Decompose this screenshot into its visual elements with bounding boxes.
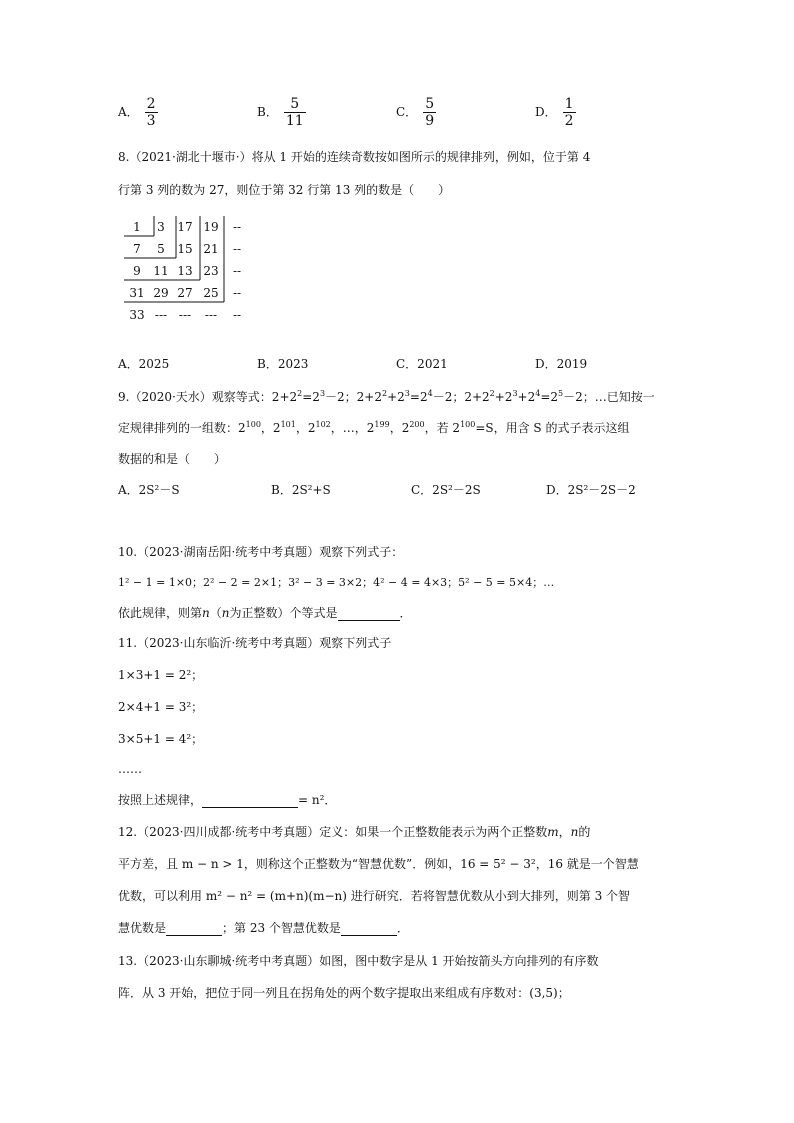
q7-option-a: A． $\frac{2}{3}$ [118, 96, 156, 129]
grid-cell: 17 [177, 220, 193, 234]
q10-text-line1: 10.（2023·湖南岳阳·统考中考真题）观察下列式子： [118, 545, 404, 559]
q7-option-d: D． $\frac{1}{2}$ [535, 96, 574, 129]
q11-text-line1: 11.（2023·山东临沂·统考中考真题）观察下列式子 [118, 636, 392, 650]
q9-option-d: D．2S²－2S－2 [546, 483, 636, 497]
q8-option-b: B．2023 [257, 357, 309, 371]
q12-answer-blank-1[interactable] [166, 923, 222, 936]
q13-text-line2: 阵．从 3 开始，把位于同一列且在拐角处的两个数字提取出来组成有序数对：(3,5)； [118, 986, 570, 1000]
q11-eq1: 1×3+1 = 2²； [118, 668, 204, 682]
q12-answer-blank-2[interactable] [341, 923, 397, 936]
grid-cell: -- [232, 242, 242, 256]
grid-cell: 33 [129, 308, 145, 322]
q9-option-a: A．2S²－S [118, 483, 180, 497]
grid-cell: 3 [157, 220, 165, 234]
q8-option-c: C．2021 [396, 357, 448, 371]
grid-cell: 1 [133, 220, 141, 234]
grid-cell: 21 [203, 242, 219, 256]
q12-text-line4: 慧优数是 ；第 23 个智慧优数是 ． [118, 921, 409, 935]
grid-cell: -- [232, 220, 242, 234]
q11-answer-blank[interactable] [202, 795, 298, 808]
grid-cell: 27 [177, 286, 193, 300]
q9-text-line3: 数据的和是（ ） [118, 452, 227, 466]
q11-dots: …… [118, 762, 142, 776]
q9-option-c: C．2S²－2S [411, 483, 481, 497]
grid-cell: 31 [129, 286, 145, 300]
q11-eq2: 2×4+1 = 3²； [118, 700, 204, 714]
q11-eq3: 3×5+1 = 4²； [118, 732, 204, 746]
q12-text-line3: 优数，可以利用 m² − n² = (m+n)(m−n) 进行研究．若将智慧优数从小到大排列，则第 3 个智 [118, 889, 631, 903]
q8-text-line1: 8.（2021·湖北十堰市·）将从 1 开始的连续奇数按如图所示的规律排列，例如，位于第 4 [118, 150, 591, 164]
grid-cell: 25 [203, 286, 219, 300]
grid-cell: -- [232, 308, 242, 322]
q8-option-a: A．2025 [118, 357, 170, 371]
q12-text-line2: 平方差，且 m − n > 1，则称这个正整数为“智慧优数”．例如，16 = 5² − 3²，16 就是一个智慧 [118, 857, 639, 871]
grid-cell: --- [154, 308, 168, 322]
grid-cell: -- [232, 286, 242, 300]
q8-number-grid [118, 214, 258, 324]
q13-text-line1: 13.（2023·山东聊城·统考中考真题）如图，图中数字是从 1 开始按箭头方向排列的有序数 [118, 954, 599, 968]
q10-answer-blank[interactable] [338, 608, 400, 621]
q8-option-d: D．2019 [535, 357, 588, 371]
grid-cell: 5 [157, 242, 165, 256]
grid-cell: 11 [153, 264, 169, 278]
grid-cell: -- [232, 264, 242, 278]
q12-text-line1: 12.（2023·四川成都·统考中考真题）定义：如果一个正整数能表示为两个正整数m，n的 [118, 825, 591, 839]
grid-cell: --- [178, 308, 192, 322]
grid-cell: 13 [177, 264, 193, 278]
grid-cell: 7 [133, 242, 141, 256]
q9-option-b: B．2S²+S [271, 483, 331, 497]
grid-cell: 15 [177, 242, 193, 256]
grid-cell: --- [204, 308, 218, 322]
q9-text-line2: 定规律排列的一组数：$2^{100}$，$2^{101}$，$2^{102}$，…，$2^{199}$，$2^{200}$，若 $2^{100}=S$，用含 S 的式子表示这组 [118, 420, 630, 435]
q7-option-b: B． $\frac{5}{11}$ [257, 96, 304, 129]
grid-cell: 9 [133, 264, 141, 278]
grid-cell: 19 [203, 220, 219, 234]
grid-cell: 29 [153, 286, 169, 300]
q10-equations: 1² − 1 = 1×0；2² − 2 = 2×1；3² − 3 = 3×2；4² − 4 = 4×3；5² − 5 = 5×4；… [118, 576, 555, 589]
q9-text-line1: 9.（2020·天水）观察等式：$2+2^2=2^3-2$；$2+2^2+2^3=2^4-2$；$2+2^2+2^3+2^4=2^5-2$；…已知按一 [118, 389, 655, 404]
grid-cell: 23 [203, 264, 219, 278]
q7-option-c: C． $\frac{5}{9}$ [396, 96, 435, 129]
q8-text-line2: 行第 3 列的数为 27，则位于第 32 行第 13 列的数是（ ） [118, 183, 451, 197]
q10-text-line3: 依此规律，则第n（n为正整数）个等式是 ． [118, 606, 412, 620]
q11-last-line: 按照上述规律， = n²． [118, 793, 337, 807]
